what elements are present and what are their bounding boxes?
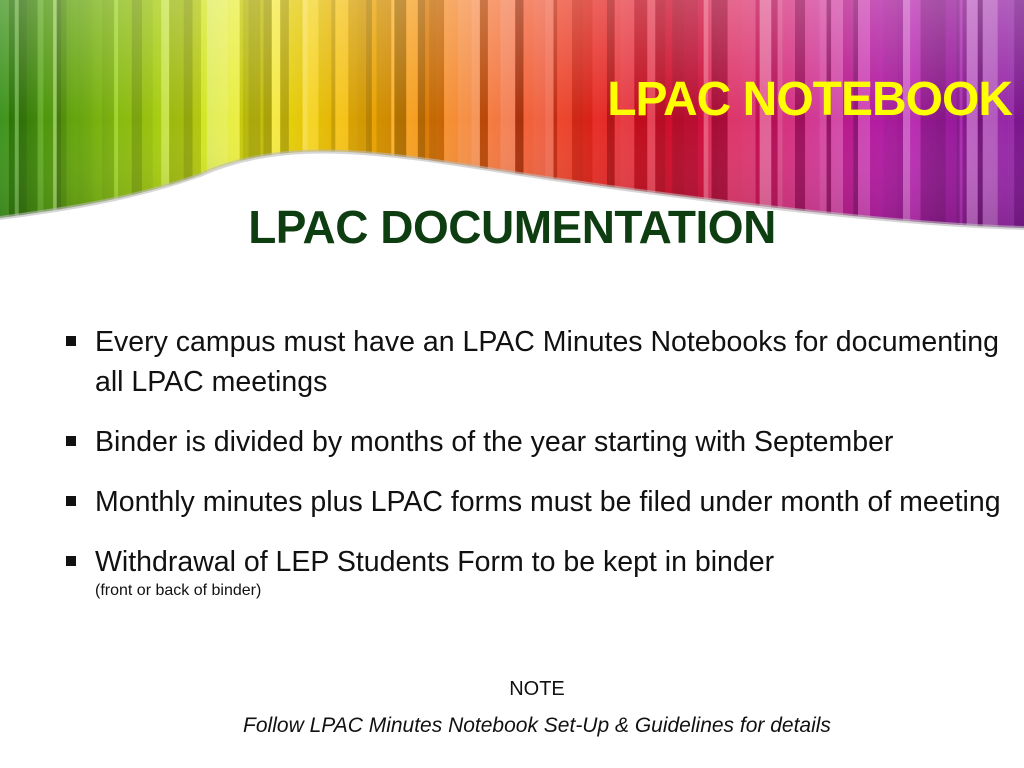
bullet-item bbox=[62, 482, 1002, 522]
bullet-item bbox=[62, 422, 1002, 462]
bullet-text: Monthly minutes plus LPAC forms must be filed under month of meeting bbox=[95, 486, 1001, 518]
note-text: Follow LPAC Minutes Notebook Set-Up & Guidelines for details bbox=[243, 714, 831, 737]
bullet-text: Every campus must have an LPAC Minutes Notebooks for documenting all LPAC meetings bbox=[95, 326, 999, 398]
square-bullet-icon bbox=[66, 496, 76, 506]
square-bullet-icon bbox=[66, 436, 76, 446]
bullet-item bbox=[62, 322, 1002, 402]
bullet-list bbox=[62, 322, 1002, 620]
banner-title: LPAC NOTEBOOK bbox=[607, 73, 1012, 126]
square-bullet-icon bbox=[66, 336, 76, 346]
bullet-text: Withdrawal of LEP Students Form to be kept in binder bbox=[95, 546, 775, 578]
slide-heading: LPAC DOCUMENTATION bbox=[248, 201, 776, 253]
square-bullet-icon bbox=[66, 556, 76, 566]
bullet-text: Binder is divided by months of the year starting with September bbox=[95, 426, 894, 458]
bullet-subtext: (front or back of binder) bbox=[95, 582, 262, 599]
bullet-item bbox=[62, 542, 1002, 600]
note-label: NOTE bbox=[509, 678, 565, 700]
